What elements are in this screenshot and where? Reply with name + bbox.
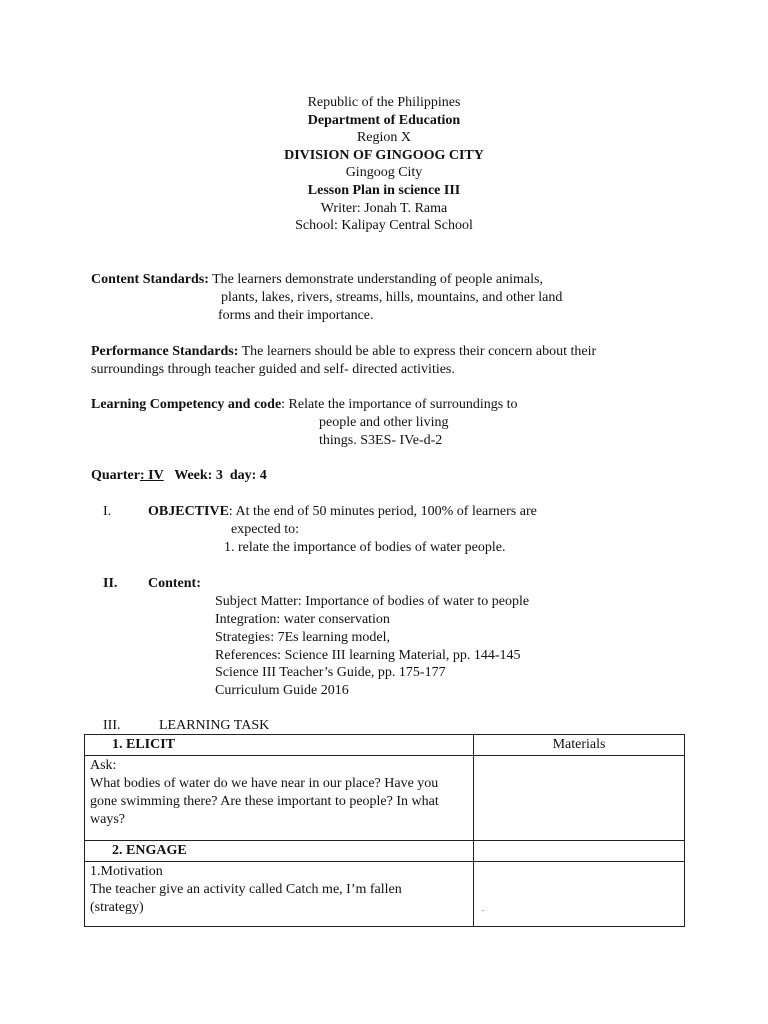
elicit-question-3: ways? xyxy=(90,812,125,827)
content-standards-label: Content Standards: xyxy=(91,272,209,287)
engage-activity: The teacher give an activity called Catch me, I’m fallen xyxy=(90,882,402,897)
elicit-header-cell xyxy=(85,735,474,756)
learning-competency-text2: people and other living xyxy=(319,415,449,430)
engage-body-cell xyxy=(85,862,474,927)
elicit-ask: Ask: xyxy=(90,758,117,773)
header-department: Department of Education xyxy=(307,112,461,128)
learning-competency-label: Learning Competency and code xyxy=(91,397,282,412)
content-curriculum-guide: Curriculum Guide 2016 xyxy=(215,683,349,698)
objective-text3: 1. relate the importance of bodies of water people. xyxy=(224,540,506,555)
quarter-value: : IV xyxy=(139,468,164,483)
performance-standards-text2: surroundings through teacher guided and self- directed activities. xyxy=(91,362,455,377)
content-subject-matter: Subject Matter: Importance of bodies of water to people xyxy=(215,594,530,609)
content-strategies: Strategies: 7Es learning model, xyxy=(215,630,390,645)
objective-text2: expected to: xyxy=(231,522,300,537)
content-numeral: II. xyxy=(103,576,118,591)
content-standards-line1 xyxy=(91,271,543,289)
elicit-body-cell xyxy=(85,756,474,841)
engage-motivation: 1.Motivation xyxy=(90,864,163,879)
header-city: Gingoog City xyxy=(345,165,423,181)
objective-numeral: I. xyxy=(103,504,112,519)
week-value: Week: 3 xyxy=(174,468,223,483)
table-row xyxy=(85,756,685,841)
header-republic: Republic of the Philippines xyxy=(307,95,461,110)
performance-standards-line1 xyxy=(91,343,596,361)
table-row xyxy=(85,735,685,756)
content-standards-text2: plants, lakes, rivers, streams, hills, mountains, and other land xyxy=(221,290,563,305)
engage-header-cell xyxy=(85,841,474,862)
table-row xyxy=(85,841,685,862)
learning-competency-line1 xyxy=(91,396,518,414)
learning-competency-text1: : Relate the importance of surroundings to xyxy=(281,397,518,412)
quarter-label: Quarter xyxy=(91,468,140,483)
content-standards-text3: forms and their importance. xyxy=(218,308,374,323)
header-writer: Writer: Jonah T. Rama xyxy=(320,200,448,216)
document-header xyxy=(0,94,768,235)
learning-task-table xyxy=(84,734,685,927)
learning-task-numeral: III. xyxy=(103,718,121,733)
materials-header-cell: Materials xyxy=(474,735,685,756)
content-integration: Integration: water conservation xyxy=(215,612,390,627)
engage-materials-header-cell xyxy=(474,841,685,862)
header-division: DIVISION OF GINGOOG CITY xyxy=(284,147,484,163)
performance-standards-label: Performance Standards: xyxy=(91,344,239,359)
header-school: School: Kalipay Central School xyxy=(295,218,473,234)
table-row xyxy=(85,862,685,927)
engage-strategy: (strategy) xyxy=(90,900,144,915)
elicit-question-2: gone swimming there? Are these important to people? In what xyxy=(90,794,439,809)
objective-label: OBJECTIVE xyxy=(148,504,229,519)
header-region: Region X xyxy=(356,130,412,146)
content-references: References: Science III learning Material, pp. 144-145 xyxy=(215,648,521,663)
learning-competency-text3: things. S3ES- IVe-d-2 xyxy=(319,433,443,448)
elicit-materials-cell xyxy=(474,756,685,841)
objective-line1 xyxy=(148,503,537,521)
elicit-label: 1. ELICIT xyxy=(112,737,176,752)
content-standards-text1: The learners demonstrate understanding of people animals, xyxy=(212,272,543,287)
engage-materials-cell xyxy=(474,862,685,927)
elicit-question-1: What bodies of water do we have near in our place? Have you xyxy=(90,776,439,791)
day-value: day: 4 xyxy=(229,468,267,483)
header-lesson-plan-title: Lesson Plan in science III xyxy=(307,182,461,198)
content-teachers-guide: Science III Teacher’s Guide, pp. 175-177 xyxy=(215,665,446,680)
learning-task-label: LEARNING TASK xyxy=(159,718,270,733)
quarter-line xyxy=(91,467,267,485)
performance-standards-text1: The learners should be able to express their concern about their xyxy=(241,344,597,359)
engage-label: 2. ENGAGE xyxy=(112,843,187,858)
content-label: Content: xyxy=(148,576,201,591)
engage-materials-mark: . xyxy=(482,904,484,913)
objective-text1: : At the end of 50 minutes period, 100% of learners are xyxy=(228,504,537,519)
